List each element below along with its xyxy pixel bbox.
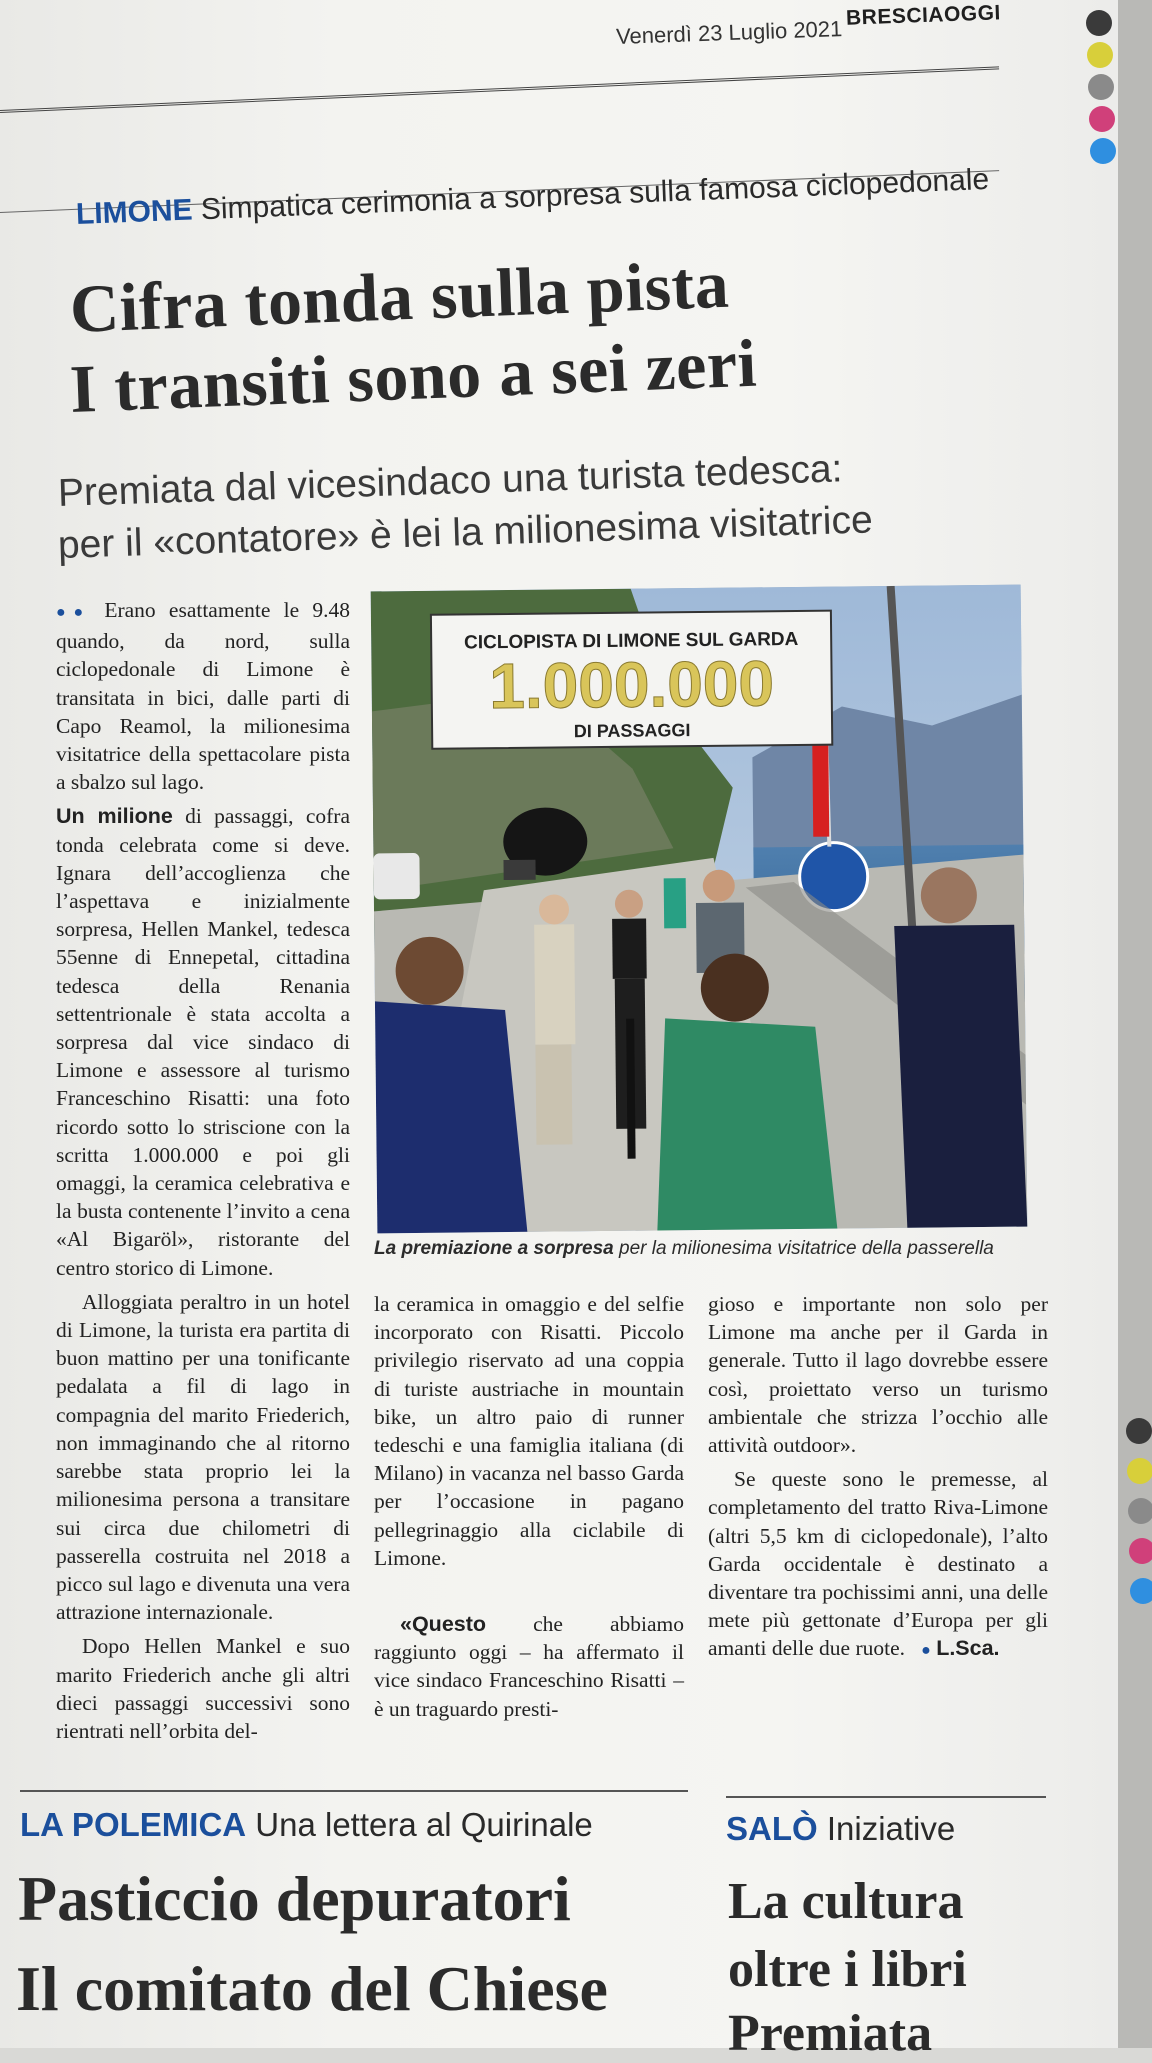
print-mark-gray bbox=[1088, 74, 1114, 100]
kicker-place: LIMONE bbox=[75, 193, 194, 231]
paragraph-2: Un milione di passaggi, cofra tonda celebrata come si deve. Ignara dell’accoglienza che l’aspettava e inizialmente sorpresa, Hellen Mankel, tedesca 55enne di Ennepetal, cittadina tedesca della Renania settentrionale è stata accolta a sorpresa dal vice sindaco di Limone e assessore al turismo Franceschino Risatti: una foto ricordo sotto lo striscione con la scritta 1.000.000 e poi gli omaggi, la ceramica celebrativa e la busta contenente l’invito a cena «Al Bigaröl», ristorante del centro storico di Limone. bbox=[56, 804, 350, 1280]
print-mark-cyan-2 bbox=[1130, 1578, 1152, 1604]
section-rule-right bbox=[726, 1796, 1046, 1798]
section-right-kicker-text: Iniziative bbox=[826, 1810, 956, 1847]
photo-caption: La premiazione a sorpresa per la milionesima visitatrice della passerella bbox=[374, 1238, 994, 1259]
section-right-kicker bbox=[726, 1810, 955, 1848]
kicker-text: Simpatica cerimonia a sorpresa sulla famosa ciclopedonale bbox=[200, 162, 990, 227]
section-left-place: LA POLEMICA bbox=[20, 1806, 247, 1843]
paragraph-3: Alloggiata peraltro in un hotel di Limone, la turista era partita di buon mattino per una tonificante pedalata a fil di lago in compagnia del marito Friederich, non immaginando che al ritorno sarebbe stata proprio lei la milionesima persona a transitare sui circa due chilometri di passerella costruita nel 2018 a picco sul lago e divenuta una vera attrazione internazionale. bbox=[56, 1289, 350, 1625]
subhead-line-2: per il «contatore» è lei la milionesima visitatrice bbox=[57, 498, 874, 567]
paragraph-5: la ceramica in omaggio e del selfie incorporato con Risatti. Piccolo privilegio riservato ad una coppia di turiste austriache in mountain bike, un altro paio di runner tedeschi e una famiglia italiana (di Milano) in vacanza nel basso Garda per l’occasione in pagano pellegrinaggio alla ciclabile di Limone. bbox=[374, 1292, 684, 1570]
article-column-1 bbox=[56, 596, 350, 1751]
subhead-line-1: Premiata dal vicesindaco una turista tedesca: bbox=[57, 447, 844, 515]
section-left-headline-2: Il comitato del Chiese bbox=[16, 1953, 608, 2024]
headline-line-1: Cifra tonda sulla pista bbox=[68, 245, 731, 347]
newspaper-brand: BRESCIAOGGI bbox=[845, 1, 1002, 30]
print-mark-magenta bbox=[1089, 106, 1115, 132]
print-mark-black-2 bbox=[1126, 1418, 1152, 1444]
section-rule-left bbox=[20, 1790, 688, 1792]
section-right-place: SALÒ bbox=[726, 1810, 818, 1847]
headline-line-2: I transiti sono a sei zeri bbox=[68, 324, 759, 427]
section-right-headline-3: Premiata bbox=[728, 2005, 933, 2062]
print-mark-gray-2 bbox=[1128, 1498, 1152, 1524]
article-column-3 bbox=[708, 1290, 1048, 1672]
print-mark-black bbox=[1086, 10, 1112, 36]
paragraph-7: gioso e importante non solo per Limone ma anche per il Garda in generale. Tutto il lago dovrebbe essere così, proiettato verso un turismo ambientale che strizza l’occhio alle attività outdoor». bbox=[708, 1292, 1048, 1458]
bullet-icon: ●● bbox=[56, 604, 92, 621]
paragraph-4: Dopo Hellen Mankel e suo marito Friederich anche gli altri dieci passaggi successivi sono rientrati nell’orbita del- bbox=[56, 1634, 350, 1743]
section-right-headline-1: La cultura bbox=[728, 1873, 964, 1930]
print-mark-magenta-2 bbox=[1129, 1538, 1152, 1564]
section-left-headline-1: Pasticcio depuratori bbox=[18, 1863, 571, 1934]
article-column-2 bbox=[374, 1290, 684, 1729]
author-signature: L.Sca. bbox=[936, 1636, 1000, 1661]
page-edge bbox=[1118, 0, 1152, 2048]
photo-scene bbox=[371, 585, 1028, 1234]
article-photo bbox=[371, 585, 1028, 1234]
issue-date: Venerdì 23 Luglio 2021 bbox=[615, 16, 843, 49]
banner-title: CICLOPISTA DI LIMONE SUL GARDA bbox=[463, 628, 799, 654]
print-mark-yellow-2 bbox=[1127, 1458, 1152, 1484]
print-mark-cyan bbox=[1090, 138, 1116, 164]
section-left-kicker-text: Una lettera al Quirinale bbox=[255, 1806, 593, 1843]
section-right-headline-2: oltre i libri bbox=[728, 1941, 967, 1998]
paragraph-1: ●● Erano esattamente le 9.48 quando, da nord, sulla ciclopedonale di Limone è transitata in bici, dalle parti di Capo Reamol, la milionesima visitatrice della spettacolare pista a sbalzo sul lago. bbox=[56, 598, 351, 795]
paragraph-8: Se queste sono le premesse, al completamento del tratto Riva-Limone (altri 5,5 km di ciclopedonale), l’alto Garda occidentale è destinato a diventare tra pochissimi anni, una delle mete più gettonate d’Europa per gli amanti delle due ruote. ● L.Sca. bbox=[708, 1467, 1048, 1661]
paragraph-6: «Questo che abbiamo raggiunto oggi – ha affermato il vice sindaco Franceschino Risatti – è un traguardo presti- bbox=[374, 1612, 684, 1721]
signature-bullet-icon: ● bbox=[921, 1642, 931, 1660]
banner-subtitle: DI PASSAGGI bbox=[573, 720, 691, 742]
banner-number: 1.000.000 bbox=[488, 647, 775, 723]
section-left-kicker bbox=[20, 1806, 593, 1844]
print-mark-yellow bbox=[1087, 42, 1113, 68]
